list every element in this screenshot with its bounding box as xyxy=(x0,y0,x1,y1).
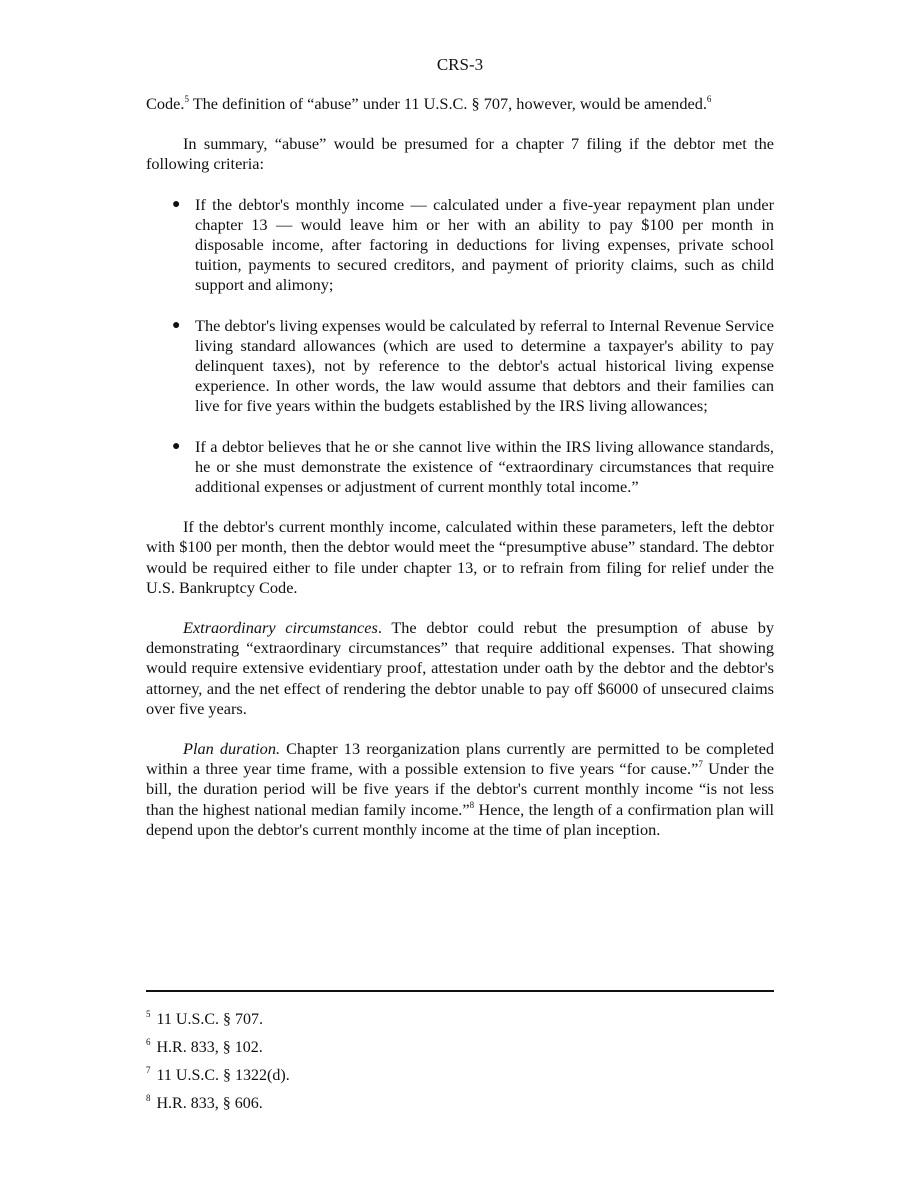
footnote-ref[interactable]: 8 xyxy=(469,799,475,810)
paragraph-summary: In summary, “abuse” would be presumed for a chapter 7 filing if the debtor met the following criteria: xyxy=(146,134,774,174)
footnote-number: 8 xyxy=(146,1093,151,1103)
footnote-number: 5 xyxy=(146,1009,151,1019)
footnote-text: 11 U.S.C. § 707. xyxy=(156,1011,264,1028)
paragraph-text: The definition of “abuse” under 11 U.S.C. § 707, however, would be amended. xyxy=(188,94,707,113)
list-item-text: The debtor's living expenses would be calculated by referral to Internal Revenue Service living standard allowances (which are used to determine a taxpayer's ability to pay delinquent taxes), not by reference to the debtor's actual historical living expense experience. In other words, the law would assume that debtors and their families can live for five years within the budgets established by the IRS living allowances; xyxy=(195,315,774,416)
footnote xyxy=(146,1010,774,1038)
list-item xyxy=(146,437,774,498)
list-item-text: If the debtor's monthly income — calculated under a five-year repayment plan under chapter 13 — would leave him or her with an ability to pay $100 per month in disposable income, after factoring in deductions for living expenses, private school tuition, payments to secured creditors, and payment of priority claims, such as child support and alimony; xyxy=(195,194,774,295)
paragraph-text: Code. xyxy=(146,94,185,113)
paragraph-text: Hence, the length of a confirmation plan will depend upon the debtor's current monthly income at the time of plan inception. xyxy=(146,799,774,839)
footnote-ref[interactable]: 7 xyxy=(698,759,703,770)
paragraph-intro xyxy=(146,94,774,114)
footnotes xyxy=(146,1010,774,1122)
footnote xyxy=(146,1094,774,1122)
footnote-divider xyxy=(146,990,774,992)
list-item xyxy=(146,195,774,296)
paragraph-plan-duration xyxy=(146,739,774,840)
footnote-text: H.R. 833, § 102. xyxy=(156,1039,263,1056)
footnote-text: 11 U.S.C. § 1322(d). xyxy=(156,1067,290,1084)
page-header: CRS-3 xyxy=(436,55,484,74)
list-item xyxy=(146,316,774,417)
paragraph-text: Under the bill, the duration period will be five years if the debtor's current monthly income “is not less than the highest national median family income.” xyxy=(146,759,774,819)
footnote-text: H.R. 833, § 606. xyxy=(156,1095,263,1112)
footnote xyxy=(146,1066,774,1094)
footnote-number: 7 xyxy=(146,1065,151,1075)
bullet-icon: ● xyxy=(172,438,181,454)
bullet-icon: ● xyxy=(172,317,181,333)
paragraph-text: Chapter 13 reorganization plans currently are permitted to be completed within a three year time frame, with a possible extension to five years “for cause.” xyxy=(146,739,774,779)
paragraph-text: . The debtor could rebut the presumption of abuse by demonstrating “extraordinary circumstances” that require additional expenses. That showing would require extensive evidentiary proof, attestation under oath by the debtor and the debtor's attorney, and the net effect of rendering the debtor unable to pay off $6000 of unsecured claims over five years. xyxy=(146,618,774,718)
footnote-ref[interactable]: 5 xyxy=(184,94,189,104)
document-body xyxy=(146,94,774,860)
footnote-ref[interactable]: 6 xyxy=(706,94,712,104)
footnote xyxy=(146,1038,774,1066)
section-heading: Plan duration. xyxy=(183,739,281,759)
paragraph-presumptive-abuse: If the debtor's current monthly income, calculated within these parameters, left the debtor with $100 per month, then the debtor would meet the “presumptive abuse” standard. The debtor would be required either to file under chapter 13, or to refrain from filing for relief under the U.S. Bankruptcy Code. xyxy=(146,517,774,597)
section-heading: Extraordinary circumstances xyxy=(183,618,378,638)
criteria-list xyxy=(146,195,774,498)
bullet-icon: ● xyxy=(172,196,181,212)
list-item-text: If a debtor believes that he or she cannot live within the IRS living allowance standards, he or she must demonstrate the existence of “extraordinary circumstances that require additional expenses or adjustment of current monthly total income.” xyxy=(195,436,774,497)
footnote-number: 6 xyxy=(146,1037,151,1047)
paragraph-extraordinary-circumstances xyxy=(146,618,774,719)
